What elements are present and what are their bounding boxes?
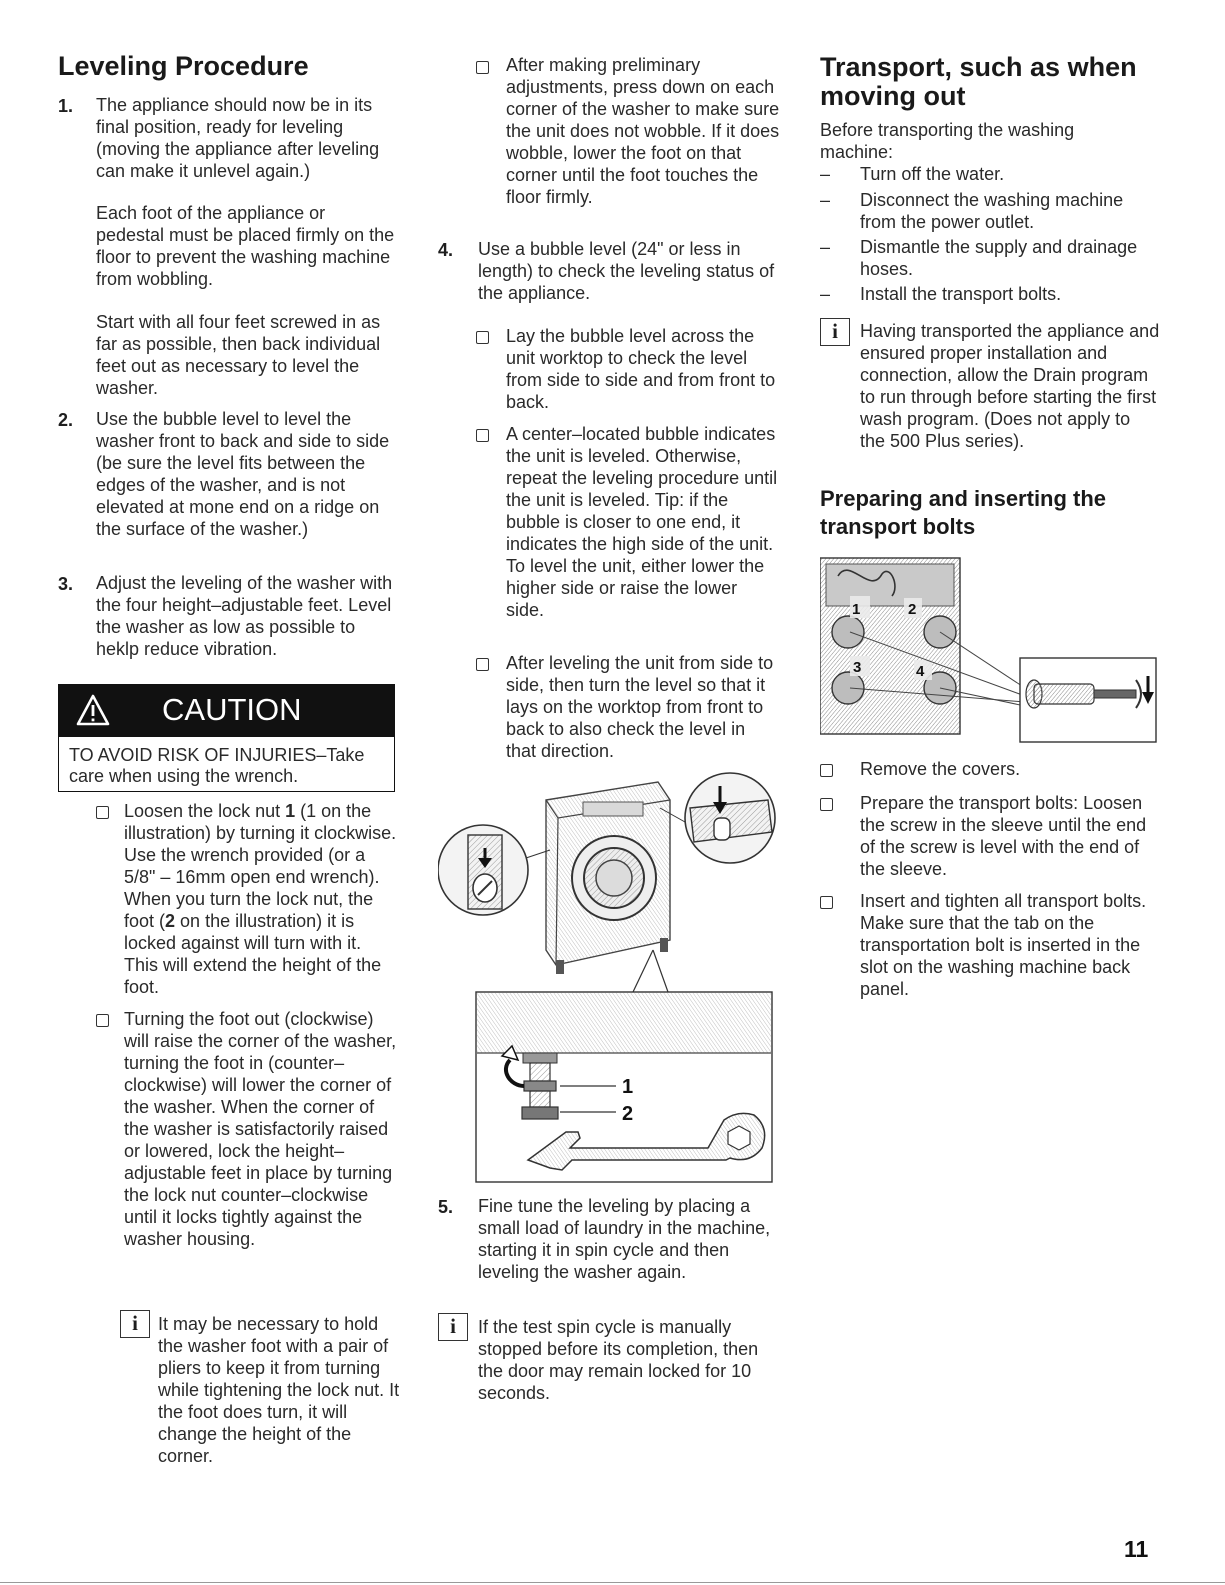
bullet-turn-level: After leveling the unit from side to side, then turn the level so that it lays on the worktop from front to back to also check the level in that direction. [506, 653, 774, 761]
caution-box [58, 684, 395, 792]
heading-transport: Transport, such as when moving out [820, 52, 1137, 111]
page-bottom-rule [0, 1582, 1225, 1583]
subheading-transport-bolts: Preparing and inserting the transport bolts [820, 486, 1107, 539]
page-number: 11 [1124, 1536, 1149, 1562]
caution-header [59, 685, 394, 737]
step-1-number: 1. [58, 96, 74, 116]
step-1-paragraph-3: Start with all four feet screwed in as far as possible, then back individual feet out as necessary to level the washer. [96, 312, 381, 398]
bullet-center-bubble: A center–located bubble indicates the unit is leveled. Otherwise, repeat the leveling procedure until the unit is leveled. Tip: if the bubble is closer to one end, it indicates the high side of the unit. To level the unit, either lower the higher side or raise the lower side. [506, 424, 778, 620]
dash-turn-off-water: Turn off the water. [860, 164, 1005, 184]
figure-label-2: 2 [908, 601, 917, 618]
washer-leveling-illustration [438, 760, 788, 1190]
bullet-remove-covers: Remove the covers. [860, 759, 1021, 779]
info-note-pliers: It may be necessary to hold the washer foot with a pair of pliers to keep it from turning while tightening the lock nut. It the foot does turn, it will change the height of the corner. [158, 1314, 400, 1466]
heading-leveling-procedure: Leveling Procedure [58, 51, 309, 81]
dash-disconnect-power: Disconnect the washing machine from the power outlet. [860, 190, 1124, 232]
step-3-number: 3. [58, 574, 74, 594]
checkbox-bullet-icon [820, 798, 833, 811]
info-note-drain-program: Having transported the appliance and ensured proper installation and connection, allow the Drain program to run through before starting the first wash program. (Does not apply to the 500 Plus series). [860, 321, 1160, 451]
figure-label-1: 1 [852, 601, 861, 618]
checkbox-bullet-icon [476, 658, 489, 671]
dash-marker: – [820, 284, 831, 304]
info-icon: i [120, 1310, 150, 1338]
checkbox-bullet-icon [820, 896, 833, 909]
checkbox-bullet-icon [820, 764, 833, 777]
info-icon: i [820, 318, 850, 346]
checkbox-bullet-icon [96, 1014, 109, 1027]
dash-dismantle-hoses: Dismantle the supply and drainage hoses. [860, 237, 1138, 279]
figure-label-1: 1 [622, 1076, 634, 1098]
bullet-lay-bubble-level: Lay the bubble level across the unit worktop to check the level from side to side and from front to back. [506, 326, 776, 412]
checkbox-bullet-icon [476, 331, 489, 344]
figure-label-2: 2 [622, 1103, 634, 1125]
bullet-press-down-corners: After making preliminary adjustments, press down on each corner of the washer to make sure the unit does not wobble. If it does wobble, lower the foot on that corner until the foot touches the floor firmly. [506, 55, 780, 207]
dash-marker: – [820, 190, 831, 210]
checkbox-bullet-icon [96, 806, 109, 819]
bullet-turning-foot: Turning the foot out (clockwise) will raise the corner of the washer, turning the foot in (counter–clockwise) will lower the corner of the washer. When the corner of the washer is satisfactorily raised or lowered, lock the height–adjustable feet in place by turning the lock nut counter–clockwise until it locks tightly against the washer housing. [124, 1009, 397, 1249]
step-4-text: Use a bubble level (24" or less in length) to check the leveling status of the appliance. [478, 239, 775, 303]
dash-install-bolts: Install the transport bolts. [860, 284, 1062, 304]
step-1-paragraph-2: Each foot of the appliance or pedestal must be placed firmly on the floor to prevent the washing machine from wobbling. [96, 203, 395, 289]
step-5-text: Fine tune the leveling by placing a small load of laundry in the machine, starting it in spin cycle and then leveling the washer again. [478, 1196, 771, 1282]
step-1-text: The appliance should now be in its final position, ready for leveling (moving the appliance after leveling can make it unlevel again.) [96, 95, 380, 181]
dash-marker: – [820, 237, 831, 257]
info-icon: i [438, 1313, 468, 1341]
checkbox-bullet-icon [476, 61, 489, 74]
dash-marker: – [820, 164, 831, 184]
step-3-text: Adjust the leveling of the washer with the four height–adjustable feet. Level the washer as low as possible to heklp reduce vibration. [96, 573, 393, 659]
warning-triangle-icon [75, 693, 111, 727]
transport-intro: Before transporting the washing machine: [820, 120, 1075, 162]
bullet-loosen-lock-nut: Loosen the lock nut 1 (1 on the illustration) by turning it clockwise. Use the wrench provided (or a 5/8" – 16mm open end wrench). When you turn the lock nut, the foot (2 on the illustration) it is locked against will turn with it. This will extend the height of the foot. [124, 801, 397, 997]
caution-title: CAUTION [162, 692, 302, 727]
step-2-text: Use the bubble level to level the washer front to back and side to side (be sure the level fits between the edges of the washer, and is not elevated at mone end on a ridge on the surface of the washer.) [96, 409, 390, 539]
info-note-spin-cycle: If the test spin cycle is manually stopped before its completion, then the door may remain locked for 10 seconds. [478, 1317, 759, 1403]
step-5-number: 5. [438, 1197, 454, 1217]
step-2-number: 2. [58, 410, 74, 430]
checkbox-bullet-icon [476, 429, 489, 442]
caution-text: TO AVOID RISK OF INJURIES–Take care when using the wrench. [69, 745, 365, 786]
figure-label-4: 4 [916, 663, 925, 680]
figure-label-3: 3 [853, 659, 862, 676]
transport-bolts-illustration [820, 556, 1160, 746]
bullet-prepare-bolts: Prepare the transport bolts: Loosen the screw in the sleeve until the end of the screw is level with the end of the sleeve. [860, 793, 1147, 879]
bullet-insert-bolts: Insert and tighten all transport bolts. Make sure that the tab on the transportation bolt is inserted in the slot on the washing machine back panel. [860, 891, 1147, 999]
step-4-number: 4. [438, 240, 454, 260]
